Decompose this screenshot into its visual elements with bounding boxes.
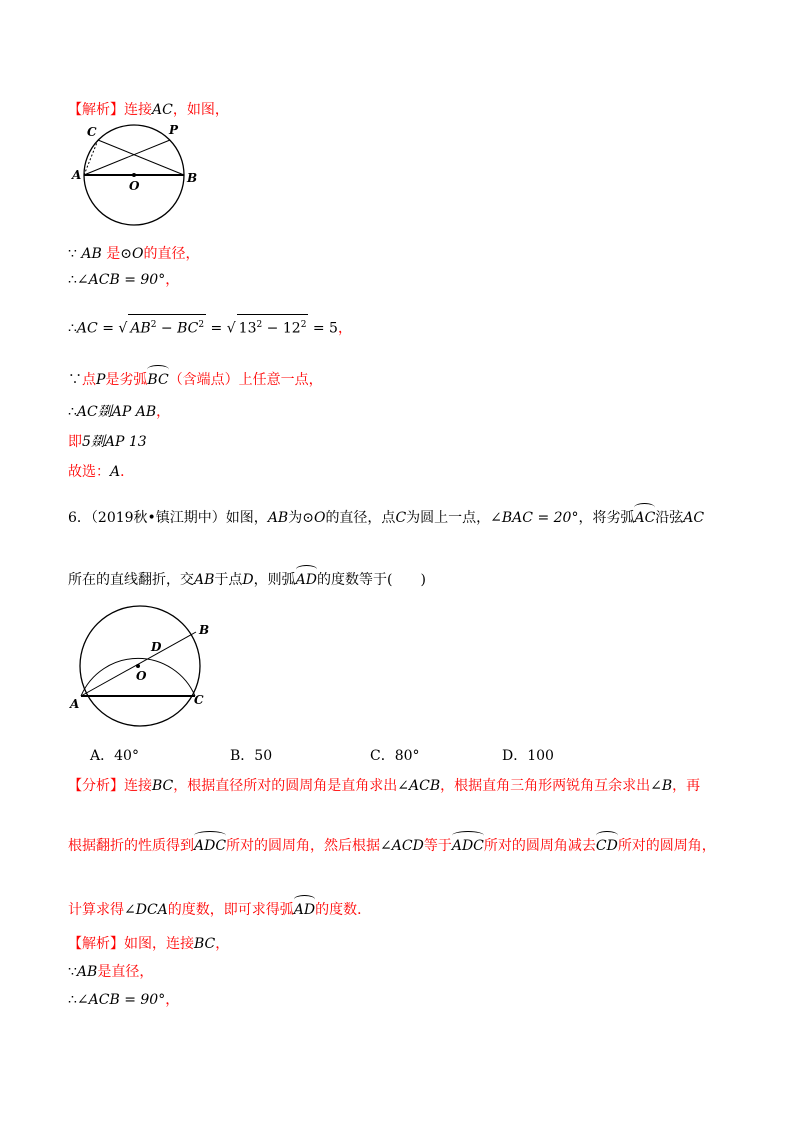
text: ，再 — [672, 778, 701, 794]
option-a[interactable] — [90, 746, 139, 766]
text: ， — [165, 272, 180, 288]
label-a: A — [70, 697, 80, 711]
math-arc-bc: BC — [147, 366, 168, 390]
math: − — [160, 320, 173, 337]
line-ineq-1 — [68, 402, 170, 422]
math: AB — [267, 510, 289, 526]
math: AB — [194, 572, 215, 588]
text: 的度数． — [315, 902, 372, 918]
text: 等于 — [423, 838, 452, 854]
text: ， — [215, 936, 230, 952]
line-because — [68, 244, 199, 264]
text: ，如图， — [172, 102, 229, 118]
text: 故选： — [68, 464, 110, 480]
text: ，根据直角三角形两锐角互余求出 — [440, 778, 651, 794]
answer-blank: ( ) — [386, 572, 426, 588]
text: 的直径，点 — [325, 510, 396, 526]
line-ac-calc: ∴AC = √ $AB^2 - BC^2$ = √ $13^2 - 12^2 = 5$， — [68, 314, 352, 339]
text: ，根据直径所对的圆周角是直角求出 — [173, 778, 398, 794]
solution-line-2 — [68, 962, 153, 982]
analysis-line-1 — [68, 776, 700, 796]
symbol: ∴ — [68, 992, 77, 1008]
label-c: C — [194, 693, 204, 707]
section-tag: 【分析】 — [68, 778, 124, 794]
line-point-p — [68, 366, 323, 390]
text: ， — [156, 404, 171, 420]
option-b[interactable] — [230, 746, 272, 766]
symbol: ∵ — [68, 246, 77, 262]
math-arc: ADC — [194, 832, 226, 856]
math-p: P — [96, 372, 106, 388]
question-6-line-1 — [68, 504, 704, 528]
math: ∠BAC = 20° — [490, 510, 579, 526]
math-circle-o: ⊙O — [120, 246, 144, 262]
symbol: ∵ — [68, 372, 82, 388]
text: （2019秋•镇江期中）如图， — [90, 510, 268, 526]
label-d: D — [151, 640, 162, 654]
symbol: ∴ — [68, 272, 77, 288]
text: ，将劣弧 — [578, 510, 635, 526]
math: 13 — [238, 320, 257, 337]
math: BC — [177, 320, 199, 337]
math: 12 — [282, 320, 301, 337]
section-tag: 【解析】 — [68, 102, 124, 118]
math-answer: A — [110, 464, 121, 480]
label-a: A — [72, 168, 82, 182]
text: 的度数，即可求得弧 — [167, 902, 294, 918]
solution-line-1 — [68, 934, 229, 954]
solution-line-3 — [68, 990, 179, 1010]
math: ∠DCA — [124, 902, 168, 918]
line-answer — [68, 462, 134, 482]
math-arc: AC — [634, 504, 655, 528]
text: ． — [120, 464, 135, 480]
symbol: ∵ — [68, 964, 77, 980]
math: = 5 — [312, 320, 338, 337]
option-d[interactable] — [502, 746, 554, 766]
label-p: P — [169, 123, 179, 137]
text: ， — [337, 320, 352, 337]
math: BC — [152, 778, 174, 794]
text: 所对的圆周角，然后根据 — [226, 838, 381, 854]
label-c: C — [87, 125, 97, 139]
text: 连接 — [124, 102, 152, 118]
line-ineq-2 — [68, 432, 147, 452]
label-o: O — [129, 179, 140, 193]
analysis-line-1 — [68, 100, 229, 120]
math: D — [242, 572, 254, 588]
option-value: 40° — [114, 748, 139, 764]
label-b: B — [187, 171, 198, 185]
text: 所对的圆周角， — [617, 838, 716, 854]
math-arc: CD — [596, 832, 618, 856]
option-letter: C． — [370, 748, 395, 764]
text: ， — [165, 992, 180, 1008]
option-c[interactable] — [370, 746, 420, 766]
text: 为圆上一点， — [406, 510, 491, 526]
math: BC — [194, 936, 216, 952]
text: 如图，连接 — [124, 936, 194, 952]
option-value: 80° — [394, 748, 420, 764]
option-letter: B． — [230, 748, 255, 764]
math: ⊙O — [302, 510, 326, 526]
figure-2 — [68, 604, 228, 734]
math: ∠ACD — [380, 838, 424, 854]
label-o: O — [136, 669, 147, 683]
math-arc: AD — [296, 566, 317, 590]
text: 连接 — [124, 778, 152, 794]
text: 根据翻折的性质得到 — [68, 838, 194, 854]
math: C — [395, 510, 407, 526]
math: AB — [130, 320, 151, 337]
math: AC = — [76, 320, 114, 337]
section-tag: 【解析】 — [68, 936, 124, 952]
question-6-line-2 — [68, 566, 426, 590]
math-angle: ∠ACB = 90° — [76, 272, 166, 288]
label-b: B — [199, 623, 210, 637]
math-ab: AB — [81, 246, 102, 262]
text: 所对的圆周角减去 — [483, 838, 596, 854]
math: ∠ACB — [397, 778, 441, 794]
math: AC — [683, 510, 705, 526]
text: ，则弧 — [253, 572, 296, 588]
text: 沿弦 — [655, 510, 684, 526]
math: ∠B — [650, 778, 673, 794]
math: = — [210, 320, 223, 337]
question-number: 6． — [68, 510, 91, 526]
option-value: 100 — [527, 748, 554, 764]
math-arc: AD — [294, 896, 315, 920]
analysis-line-2 — [68, 832, 716, 856]
text: （含端点）上任意一点， — [168, 372, 323, 388]
math: ∠ACB = 90° — [76, 992, 166, 1008]
figure-1 — [70, 120, 210, 230]
option-letter: A． — [90, 748, 115, 764]
symbol: ∴ — [68, 404, 77, 420]
text: 为 — [288, 510, 303, 526]
math: 5剟AP 13 — [82, 434, 147, 450]
symbol: ∴ — [68, 320, 77, 337]
text: 的直径， — [143, 246, 200, 262]
math-arc: ADC — [452, 832, 484, 856]
option-value: 50 — [254, 748, 273, 764]
text: 是 — [106, 246, 121, 262]
text: 的度数等于 — [316, 572, 387, 588]
text: 即 — [68, 434, 82, 450]
text: 所在的直线翻折，交 — [68, 572, 194, 588]
text: 点 — [82, 372, 96, 388]
text: 是直径， — [97, 964, 154, 980]
text: 于点 — [214, 572, 243, 588]
math: AB — [76, 964, 98, 980]
text: 计算求得 — [68, 902, 124, 918]
math: AC剟AP AB — [76, 404, 157, 420]
option-letter: D． — [502, 748, 528, 764]
text: 是劣弧 — [105, 372, 148, 388]
analysis-line-3 — [68, 896, 371, 920]
math-ac: AC — [152, 102, 173, 118]
line-angle — [68, 270, 179, 290]
